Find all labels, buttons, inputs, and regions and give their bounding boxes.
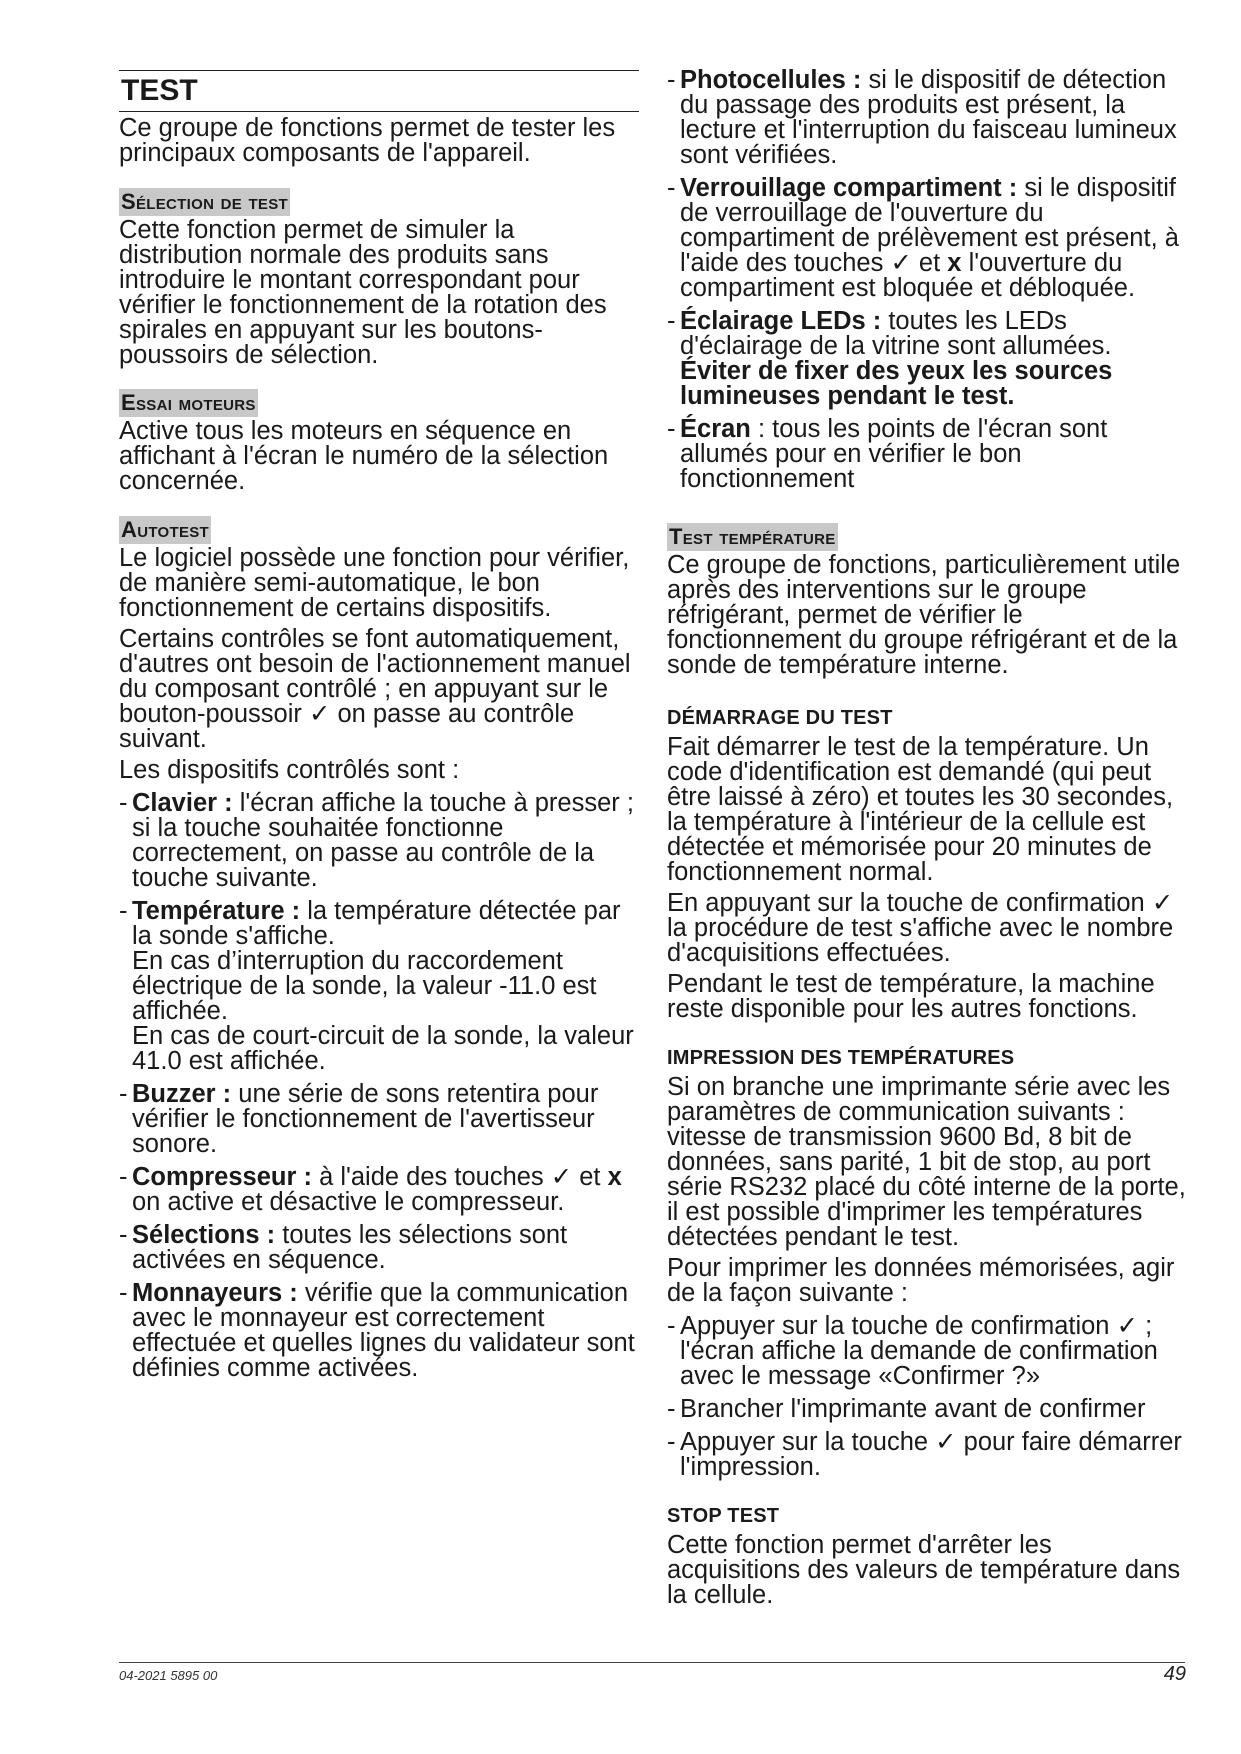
page-title: TEST bbox=[121, 74, 198, 107]
check-icon: ✓ bbox=[550, 1163, 573, 1191]
check-icon: ✓ bbox=[1151, 889, 1174, 917]
step-text-b: pour faire démarrer l'impression. bbox=[680, 1428, 1182, 1481]
autotest-heading: Autotest bbox=[121, 517, 210, 542]
autotest-p2-a: Certains contrôles se font automatiquement, d'autres ont besoin de l'actionnement manuel du composant contrôlé ; en appuyant sur le bouton-poussoir bbox=[119, 625, 631, 728]
right-list bbox=[667, 68, 1187, 492]
item-label: Sélections : bbox=[132, 1221, 276, 1249]
impression-p1: Si on branche une imprimante série avec les paramètres de communication suivants : vitesse de transmission 9600 Bd, 8 bit de données, sans parité, 1 bit de stop, au port série RS232 placé du côté interne de la porte, il est possible d'imprimer les températures détectées pendant le test. bbox=[667, 1073, 1186, 1251]
demarrage-p3: Pendant le test de température, la machine reste disponible pour les autres fonctions. bbox=[667, 970, 1155, 1023]
essai-moteurs-heading: Essai moteurs bbox=[121, 390, 256, 415]
selection-test-text: Cette fonction permet de simuler la distribution normale des produits sans introduire le montant correspondant pour vérifier le fonctionnement de la rotation des spirales en appuyant sur les boutons-poussoirs de sélection. bbox=[119, 216, 607, 369]
selection-test-section bbox=[119, 188, 639, 368]
item-label: Verrouillage compartiment : bbox=[680, 174, 1018, 202]
item-label: Compresseur : bbox=[132, 1163, 312, 1191]
item-text: la température détectée par la sonde s'affiche. bbox=[132, 897, 621, 950]
list-item: - Brancher l'imprimante avant de confirmer bbox=[667, 1397, 1187, 1422]
item-text: toutes les sélections sont activées en séquence. bbox=[132, 1221, 568, 1274]
item-text: toutes les LEDs d'éclairage de la vitrine sont allumées. bbox=[680, 307, 1112, 360]
autotest-section bbox=[119, 516, 639, 1381]
document-code: 04-2021 5895 00 bbox=[119, 1668, 218, 1683]
check-icon: ✓ bbox=[1116, 1312, 1138, 1340]
item-text: une série de sons retentira pour vérifier le fonctionnement de l'avertisseur sonore. bbox=[132, 1080, 599, 1158]
item-text-c: on active et désactive le compresseur. bbox=[132, 1188, 565, 1216]
item-label: Température : bbox=[132, 897, 301, 925]
section-title-box bbox=[119, 70, 639, 112]
footer-divider bbox=[119, 1662, 1185, 1663]
impression-section bbox=[667, 1046, 1187, 1480]
check-icon: ✓ bbox=[935, 1428, 957, 1456]
item-text: si le dispositif de détection du passage des produits est présent, la lecture et l'interruption du faisceau lumineux sont vérifiées. bbox=[680, 66, 1177, 169]
autotest-p1: Le logiciel possède une fonction pour vérifier, de manière semi-automatique, le bon fonctionnement de certains dispositifs. bbox=[119, 544, 630, 622]
list-item: - Appuyer sur la touche ✓ pour faire démarrer l'impression. bbox=[667, 1428, 1182, 1481]
test-temperature-section bbox=[667, 523, 1187, 678]
check-icon: ✓ bbox=[890, 249, 912, 277]
item-text: vérifie que la communication avec le monnayeur est correctement effectuée et quelles lignes du validateur sont définies comme activées. bbox=[132, 1279, 635, 1382]
item-label: Monnayeurs : bbox=[132, 1279, 298, 1307]
selection-test-heading: Sélection de test bbox=[121, 189, 289, 214]
list-item: - Monnayeurs : vérifie que la communication avec le monnayeur est correctement effectuée et quelles lignes du validateur sont définies comme activées. bbox=[119, 1279, 635, 1382]
item-text: : tous les points de l'écran sont allumés pour en vérifier le bon fonctionnement bbox=[680, 415, 1108, 493]
item-text-b: et bbox=[918, 249, 941, 277]
item-label: Éclairage LEDs : bbox=[680, 307, 882, 335]
list-item: - Écran : tous les points de l'écran sont allumés pour en vérifier le bon fonctionnement bbox=[667, 415, 1108, 493]
item-text-c: l'ouverture du compartiment est bloquée et débloquée. bbox=[680, 249, 1136, 302]
list-item: - Sélections : toutes les sélections sont activées en séquence. bbox=[119, 1221, 568, 1274]
test-temperature-heading: Test température bbox=[669, 524, 836, 549]
test-temperature-text: Ce groupe de fonctions, particulièrement utile après des interventions sur le groupe réfrigérant, permet de vérifier le fonctionnement du groupe réfrigérant et de la sonde de température interne. bbox=[667, 551, 1181, 679]
page-number: 49 bbox=[1163, 1663, 1186, 1685]
impression-heading: IMPRESSION DES TEMPÉRATURES bbox=[667, 1047, 1015, 1069]
intro-block bbox=[119, 116, 639, 166]
list-item: - Clavier : l'écran affiche la touche à presser ; si la touche souhaitée fonctionne correctement, on passe au contrôle de la touche suivante. bbox=[119, 789, 634, 892]
impression-p2: Pour imprimer les données mémorisées, agir de la façon suivante : bbox=[667, 1254, 1175, 1307]
item-label: Photocellules : bbox=[680, 66, 862, 94]
check-icon: ✓ bbox=[308, 700, 331, 728]
essai-moteurs-text: Active tous les moteurs en séquence en affichant à l'écran le numéro de la sélection concernée. bbox=[119, 417, 609, 495]
item-label: Buzzer : bbox=[132, 1080, 232, 1108]
cross-icon: x bbox=[947, 249, 962, 277]
autotest-p2 bbox=[119, 627, 639, 752]
cross-icon: x bbox=[607, 1163, 622, 1191]
list-item: - Buzzer : une série de sons retentira pour vérifier le fonctionnement de l'avertisseur sonore. bbox=[119, 1080, 599, 1158]
autotest-p2-b: on passe au contrôle suivant. bbox=[119, 700, 575, 753]
essai-moteurs-section bbox=[119, 389, 639, 494]
list-item: - Compresseur : à l'aide des touches ✓ et x on active et désactive le compresseur. bbox=[119, 1163, 622, 1216]
demarrage-p1: Fait démarrer le test de la température. Un code d'identification est demandé (qui peut être laissé à zéro) et toutes les 30 secondes, la température à l'intérieur de la cellule est détectée et mémorisée pour 20 minutes de fonctionnement normal. bbox=[667, 733, 1174, 886]
item-text: l'écran affiche la touche à presser ; si la touche souhaitée fonctionne correctement, on passe au contrôle de la touche suivante. bbox=[132, 789, 634, 892]
item-text-line2: En cas d’interruption du raccordement électrique de la sonde, la valeur -11.0 est affichée. bbox=[132, 947, 597, 1025]
stop-text: Cette fonction permet d'arrêter les acquisitions des valeurs de température dans la cellule. bbox=[667, 1531, 1181, 1609]
item-text-b: et bbox=[579, 1163, 601, 1191]
stop-section bbox=[667, 1504, 1187, 1608]
warning-text: Éviter de fixer des yeux les sources lumineuses pendant le test. bbox=[680, 357, 1113, 410]
list-item: - Température : la température détectée par la sonde s'affiche. En cas d’interruption du raccordement électrique de la sonde, la valeur -11.0 est affichée. En cas de court-circuit de la sonde, la valeur 41.0 est affichée. bbox=[119, 897, 634, 1075]
item-text-a: si le dispositif de verrouillage de l'ouverture du compartiment de prélèvement est présent, à l'aide des touches bbox=[680, 174, 1179, 277]
intro-text: Ce groupe de fonctions permet de tester les principaux composants de l'appareil. bbox=[119, 114, 616, 167]
item-text-a: à l'aide des touches bbox=[319, 1163, 544, 1191]
autotest-p3: Les dispositifs contrôlés sont : bbox=[119, 756, 460, 784]
step-text-a: Appuyer sur la touche bbox=[680, 1428, 929, 1456]
item-text-line3: En cas de court-circuit de la sonde, la valeur 41.0 est affichée. bbox=[132, 1022, 634, 1075]
item-label: Écran bbox=[680, 415, 751, 443]
list-item: - Photocellules : si le dispositif de détection du passage des produits est présent, la lecture et l'interruption du faisceau lumineux sont vérifiées. bbox=[667, 66, 1177, 169]
step-text: Brancher l'imprimante avant de confirmer bbox=[680, 1395, 1146, 1423]
step-text-a: Appuyer sur la touche de confirmation bbox=[680, 1312, 1110, 1340]
demarrage-p2-b: la procédure de test s'affiche avec le nombre d'acquisitions effectuées. bbox=[667, 914, 1174, 967]
demarrage-heading: DÉMARRAGE DU TEST bbox=[667, 707, 893, 729]
item-label: Clavier : bbox=[132, 789, 233, 817]
demarrage-section bbox=[667, 706, 1187, 1022]
stop-heading: STOP TEST bbox=[667, 1505, 780, 1527]
demarrage-p2 bbox=[667, 891, 1187, 966]
list-item: - Appuyer sur la touche de confirmation ✓ ; l'écran affiche la demande de confirmation avec le message «Confirmer ?» bbox=[667, 1312, 1158, 1390]
list-item: - Verrouillage compartiment : si le dispositif de verrouillage de l'ouverture du compartiment de prélèvement est présent, à l'aide des touches ✓ et x l'ouverture du compartiment est bloquée et débloquée. bbox=[667, 174, 1179, 302]
list-item: - Éclairage LEDs : toutes les LEDs d'éclairage de la vitrine sont allumées. Éviter de fixer des yeux les sources lumineuses pendant le test. bbox=[667, 307, 1113, 410]
step-text-b: ; l'écran affiche la demande de confirmation avec le message «Confirmer ?» bbox=[680, 1312, 1158, 1390]
demarrage-p2-a: En appuyant sur la touche de confirmation bbox=[667, 889, 1145, 917]
